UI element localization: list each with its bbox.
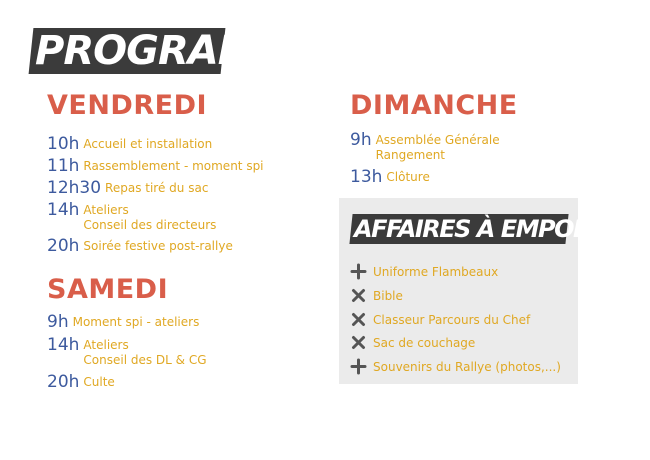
packing-item bbox=[350, 261, 498, 279]
schedule-slot bbox=[47, 156, 264, 175]
day-heading-samedi: SAMEDI bbox=[47, 274, 169, 305]
slot-activity bbox=[376, 130, 500, 163]
schedule-slot bbox=[350, 167, 430, 186]
slot-time: 11h bbox=[47, 156, 80, 176]
activity-line: Clôture bbox=[386, 170, 430, 184]
cross-icon bbox=[350, 287, 367, 304]
slot-time: 10h bbox=[47, 134, 80, 154]
slot-activity bbox=[73, 312, 200, 330]
schedule-slot bbox=[47, 372, 115, 391]
packing-title-banner bbox=[349, 214, 636, 244]
packing-item-label: Classeur Parcours du Chef bbox=[373, 312, 531, 327]
activity-line: Ateliers bbox=[83, 203, 129, 217]
plus-icon bbox=[350, 263, 367, 280]
slot-activity bbox=[83, 372, 114, 390]
slot-time: 14h bbox=[47, 335, 80, 355]
day-heading-dimanche: DIMANCHE bbox=[350, 90, 518, 121]
programme-title-banner bbox=[29, 28, 322, 74]
activity-line: Ateliers bbox=[83, 338, 129, 352]
slot-activity bbox=[83, 236, 232, 254]
packing-item-label: Sac de couchage bbox=[373, 335, 476, 350]
slot-activity bbox=[83, 335, 206, 368]
activity-line: Repas tiré du sac bbox=[105, 181, 209, 195]
slot-activity bbox=[83, 156, 263, 174]
schedule-slot bbox=[47, 312, 199, 331]
schedule-slot bbox=[47, 134, 212, 153]
slot-time: 14h bbox=[47, 200, 80, 220]
activity-line: Moment spi - ateliers bbox=[72, 315, 200, 329]
slot-activity bbox=[105, 178, 208, 196]
slot-time: 12h30 bbox=[47, 178, 102, 198]
slot-time: 9h bbox=[350, 130, 372, 150]
slot-time: 13h bbox=[350, 167, 383, 187]
day-heading-vendredi: VENDREDI bbox=[47, 90, 208, 121]
activity-line: Conseil des directeurs bbox=[83, 218, 217, 232]
slot-activity bbox=[83, 200, 216, 233]
activity-line: Conseil des DL & CG bbox=[83, 353, 207, 367]
packing-item bbox=[350, 285, 403, 303]
packing-item-label: Bible bbox=[373, 288, 403, 303]
packing-title: AFFAIRES À EMPORTER bbox=[354, 215, 636, 243]
packing-item bbox=[350, 332, 475, 350]
schedule-slot bbox=[47, 335, 207, 368]
programme-title: PROGRAMME bbox=[35, 28, 322, 74]
activity-line: Rangement bbox=[375, 148, 446, 162]
slot-activity bbox=[386, 167, 429, 185]
schedule-slot bbox=[47, 236, 233, 255]
activity-line: Assemblée Générale bbox=[375, 133, 500, 147]
packing-item bbox=[350, 309, 530, 327]
plus-icon bbox=[350, 358, 367, 375]
cross-icon bbox=[350, 311, 367, 328]
slot-time: 20h bbox=[47, 372, 80, 392]
slot-time: 20h bbox=[47, 236, 80, 256]
schedule-slot bbox=[350, 130, 500, 163]
packing-item-label: Uniforme Flambeaux bbox=[373, 264, 499, 279]
activity-line: Rassemblement - moment spi bbox=[83, 159, 264, 173]
activity-line: Culte bbox=[83, 375, 115, 389]
packing-item-label: Souvenirs du Rallye (photos,...) bbox=[373, 359, 561, 374]
schedule-slot bbox=[47, 178, 208, 197]
schedule-slot bbox=[47, 200, 216, 233]
activity-line: Soirée festive post-rallye bbox=[83, 239, 233, 253]
cross-icon bbox=[350, 334, 367, 351]
slot-time: 9h bbox=[47, 312, 69, 332]
packing-item bbox=[350, 356, 561, 374]
slot-activity bbox=[83, 134, 212, 152]
activity-line: Accueil et installation bbox=[83, 137, 213, 151]
